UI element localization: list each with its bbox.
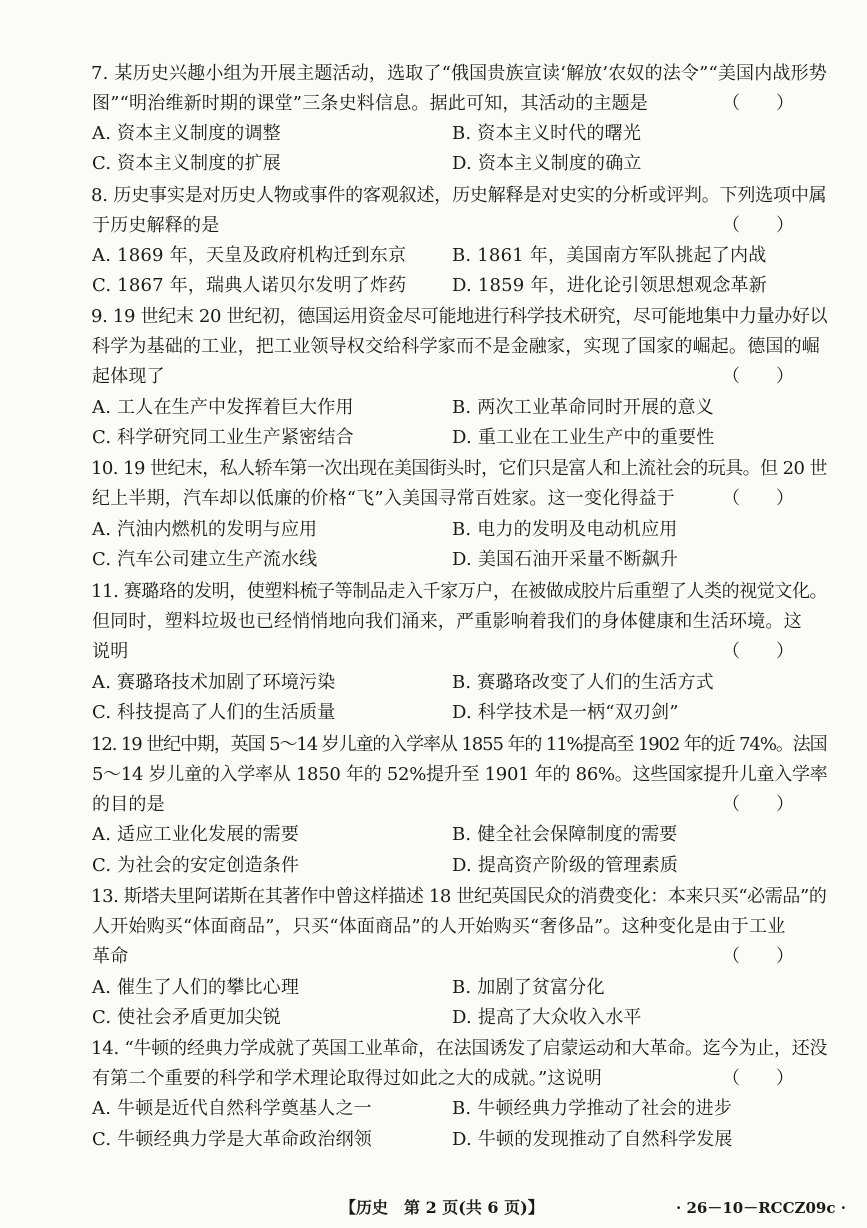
option-d: D. 1859 年，进化论引领思想观念革新 [452, 275, 767, 296]
option-a: A. 1869 年，天皇及政府机构迁到东京 [92, 245, 407, 266]
question-stem-line: 有第二个重要的科学和学术理论取得过如此之大的成就。”这说明 [92, 1068, 602, 1089]
question-stem-line: 8. 历史事实是对历史人物或事件的客观叙述，历史解释是对史实的分析或评判。下列选项中属 [91, 185, 827, 206]
question-stem-line: 说明 [92, 641, 129, 662]
answer-parenthesis: （ ） [722, 641, 794, 662]
answer-parenthesis: （ ） [722, 794, 794, 815]
option-b: B. 牛顿经典力学推动了社会的进步 [452, 1098, 733, 1119]
option-a: A. 牛顿是近代自然科学奠基人之一 [92, 1098, 372, 1119]
answer-parenthesis: （ ） [722, 1068, 794, 1089]
question-stem-line: 13. 斯塔夫里阿诺斯在其著作中曾这样描述 18 世纪英国民众的消费变化：本来只买“必需品”的 [91, 886, 827, 907]
option-a: A. 资本主义制度的调整 [92, 123, 281, 144]
option-d: D. 重工业在工业生产中的重要性 [452, 427, 715, 448]
option-d: D. 提高资产阶级的管理素质 [452, 855, 679, 876]
question-stem-line: 9. 19 世纪末 20 世纪初，德国运用资金尽可能地进行科学技术研究，尽可能地集中力量办好以 [91, 306, 828, 327]
option-c: C. 科学研究同工业生产紧密结合 [92, 427, 354, 448]
page-footer-subject: 【历史 第 2 页(共 6 页)】 [340, 1198, 544, 1217]
option-c: C. 汽车公司建立生产流水线 [92, 549, 318, 570]
option-d: D. 提高了大众收入水平 [452, 1007, 642, 1028]
option-d: D. 牛顿的发现推动了自然科学发展 [452, 1129, 733, 1150]
question-stem-line: 10. 19 世纪末，私人轿车第一次出现在美国街头时，它们只是富人和上流社会的玩具。但 20 世 [91, 458, 827, 479]
option-b: B. 赛璐珞改变了人们的生活方式 [452, 672, 714, 693]
option-c: C. 牛顿经典力学是大革命政治纲领 [92, 1129, 372, 1150]
answer-parenthesis: （ ） [722, 93, 794, 114]
option-a: A. 汽油内燃机的发明与应用 [92, 519, 318, 540]
question-stem-line: 人开始购买“体面商品”，只买“体面商品”的人开始购买“奢侈品”。这种变化是由于工业 [92, 916, 786, 937]
option-a: A. 工人在生产中发挥着巨大作用 [92, 397, 354, 418]
option-b: B. 1861 年，美国南方军队挑起了内战 [452, 245, 767, 266]
option-a: A. 赛璐珞技术加剧了环境污染 [92, 672, 336, 693]
question-stem-line: 于历史解释的是 [92, 215, 220, 236]
question-stem-line: 纪上半期，汽车却以低廉的价格“飞”入美国寻常百姓家。这一变化得益于 [92, 488, 676, 509]
option-b: B. 健全社会保障制度的需要 [452, 824, 678, 845]
option-a: A. 催生了人们的攀比心理 [92, 977, 300, 998]
option-c: C. 1867 年，瑞典人诺贝尔发明了炸药 [92, 275, 407, 296]
answer-parenthesis: （ ） [722, 215, 794, 236]
question-stem-line: 的目的是 [92, 794, 165, 815]
option-b: B. 加剧了贫富分化 [452, 977, 605, 998]
page-footer-code: · 26－10－RCCZ09c · [676, 1199, 846, 1217]
option-c: C. 资本主义制度的扩展 [92, 153, 281, 174]
answer-parenthesis: （ ） [722, 946, 794, 967]
question-stem-line: 7. 某历史兴趣小组为开展主题活动，选取了“俄国贵族宣读‘解放’农奴的法令”“美国内战形势 [91, 63, 827, 84]
question-stem-line: 11. 赛璐珞的发明，使塑料梳子等制品走入千家万户，在被做成胶片后重塑了人类的视觉文化。 [91, 581, 828, 602]
question-stem-line: 但同时，塑料垃圾也已经悄悄地向我们涌来，严重影响着我们的身体健康和生活环境。这 [92, 611, 802, 632]
answer-parenthesis: （ ） [722, 366, 794, 387]
answer-parenthesis: （ ） [722, 488, 794, 509]
option-d: D. 资本主义制度的确立 [452, 153, 642, 174]
question-stem-line: 5～14 岁儿童的入学率从 1850 年的 52%提升至 1901 年的 86%。这些国家提升儿童入学率 [92, 764, 828, 785]
option-d: D. 美国石油开采量不断飙升 [452, 549, 679, 570]
option-b: B. 资本主义时代的曙光 [452, 123, 642, 144]
question-stem-line: 科学为基础的工业，把工业领导权交给科学家而不是金融家，实现了国家的崛起。德国的崛 [92, 336, 820, 357]
question-stem-line: 12. 19 世纪中期，英国 5～14 岁儿童的入学率从 1855 年的 11%提高至 1902 年的近 74%。法国 [91, 734, 827, 755]
question-stem-line: 革命 [92, 946, 129, 967]
option-d: D. 科学技术是一柄“双刃剑” [452, 702, 679, 723]
question-stem-line: 图”“明治维新时期的课堂”三条史料信息。据此可知，其活动的主题是 [92, 93, 649, 114]
option-b: B. 电力的发明及电动机应用 [452, 519, 678, 540]
question-stem-line: 起体现了 [92, 366, 165, 387]
option-c: C. 科技提高了人们的生活质量 [92, 702, 336, 723]
option-c: C. 使社会矛盾更加尖锐 [92, 1007, 281, 1028]
option-b: B. 两次工业革命同时开展的意义 [452, 397, 714, 418]
option-a: A. 适应工业化发展的需要 [92, 824, 300, 845]
option-c: C. 为社会的安定创造条件 [92, 855, 300, 876]
question-stem-line: 14. “牛顿的经典力学成就了英国工业革命，在法国诱发了启蒙运动和大革命。迄今为止，还没 [91, 1038, 828, 1059]
